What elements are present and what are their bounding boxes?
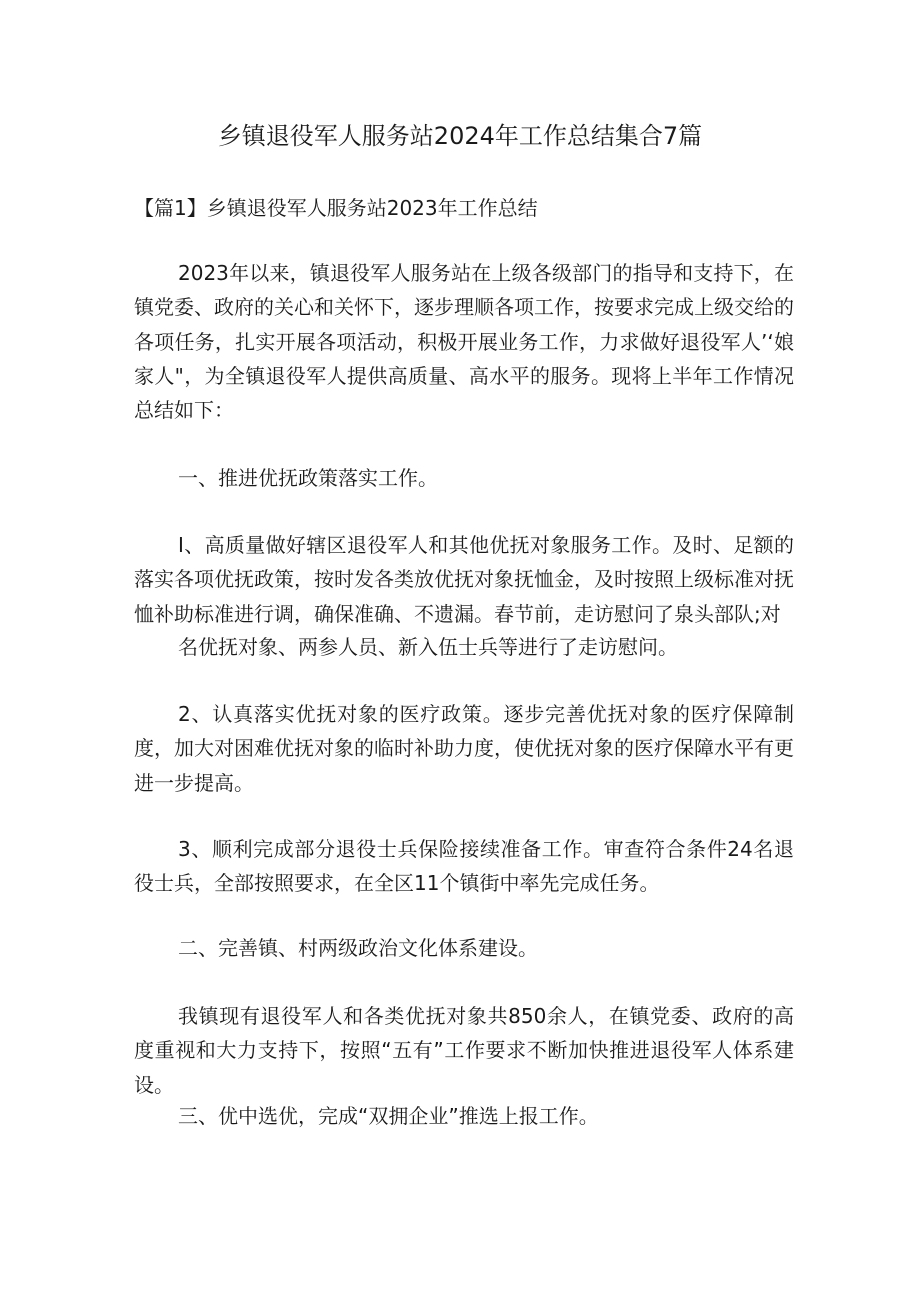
document-title: 乡镇退役军人服务站2024年工作总结集合7篇 bbox=[217, 122, 703, 150]
section-2-title: 二、完善镇、村两级政治文化体系建设。 bbox=[178, 936, 538, 960]
section-1-title: 一、推进优抚政策落实工作。 bbox=[178, 466, 438, 490]
item-1-continuation: 名优抚对象、两参人员、新入伍士兵等进行了走访慰问。 bbox=[178, 635, 678, 659]
item-1-paragraph: I、高质量做好辖区退役军人和其他优抚对象服务工作。及时、足额的落实各项优抚政策，按时发各类放优抚对象抚恤金，及时按照上级标准对抚恤补助标准进行调，确保准确、不遗漏。春节前，走访慰问了泉头部队;对 bbox=[134, 533, 794, 626]
intro-paragraph: 2023年以来，镇退役军人服务站在上级各级部门的指导和支持下，在镇党委、政府的关心和关怀下，逐步理顺各项工作，按要求完成上级交给的各项任务，扎实开展各项活动，积极开展业务工作，力求做好退役军人’‘娘家人"，为全镇退役军人提供高质量、高水平的服务。现将上半年工作情况总结如下： bbox=[134, 261, 794, 423]
item-2-paragraph: 2、认真落实优抚对象的医疗政策。逐步完善优抚对象的医疗保障制度，加大对困难优抚对象的临时补助力度，使优抚对象的医疗保障水平有更进一步提高。 bbox=[134, 702, 794, 795]
article-subheading: 【篇1】乡镇退役军人服务站2023年工作总结 bbox=[134, 196, 538, 220]
item-3-paragraph: 3、顺利完成部分退役士兵保险接续准备工作。审查符合条件24名退役士兵，全部按照要求，在全区11个镇街中率先完成任务。 bbox=[134, 837, 794, 896]
section-2-paragraph: 我镇现有退役军人和各类优抚对象共850余人，在镇党委、政府的高度重视和大力支持下，按照“五有”工作要求不断加快推进退役军人体系建设。 bbox=[134, 1004, 794, 1097]
section-3-title: 三、优中选优，完成“双拥企业”推选上报工作。 bbox=[178, 1104, 599, 1128]
